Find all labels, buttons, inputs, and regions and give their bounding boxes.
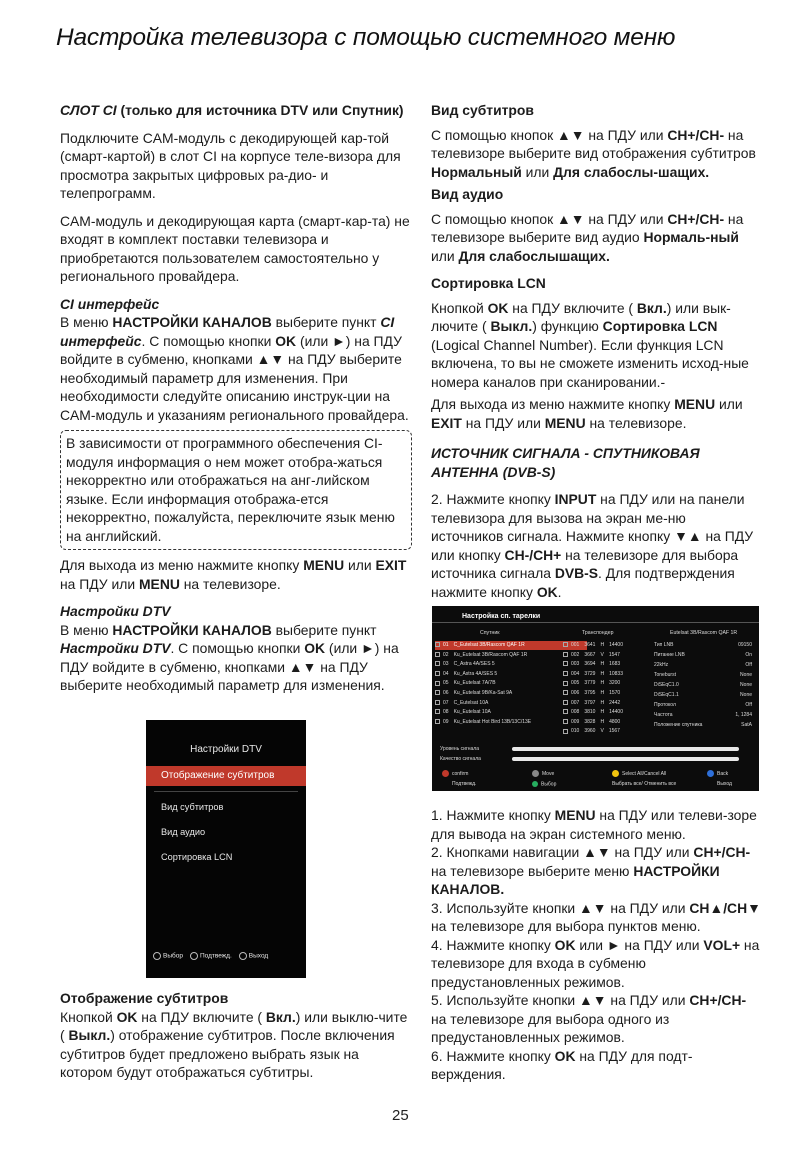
transponder-list-item[interactable]: 007 3797 H 2442 (563, 699, 648, 708)
transponder-list-item[interactable]: 004 3729 H 10833 (563, 670, 648, 679)
legend-select-ru: Выбор (532, 781, 556, 787)
satellite-list-item[interactable]: 04 Ku_Astra 4A/SES 5 (435, 670, 587, 679)
legend-confirm-ru: Подтвежд. (452, 781, 477, 787)
page-title: Настройка телевизора с помощью системного меню (56, 24, 676, 51)
exit-instruction: Для выхода из меню нажмите кнопку MENU или EXIT на ПДУ или MENU на телевизоре. (60, 557, 407, 592)
lnb-option-row[interactable]: 22kHz Off (654, 662, 752, 668)
subtitle-display-text: Кнопкой OK на ПДУ включите ( Вкл.) или выклю-чите ( Выкл.) отображение субтитров. После включения субтитров будет предложено выбрать язык на котором будут отображаться субтитры. (60, 1008, 408, 1080)
satellite-list-item[interactable]: 03 C_Astra 4A/SES 5 (435, 660, 587, 669)
satellite-list-item[interactable]: 02 Ku_Eutelsat 3B/Rascom QAF 1R (435, 651, 587, 660)
transponder-list-item[interactable]: 005 3779 H 3200 (563, 679, 648, 688)
signal-quality-bar (512, 757, 739, 761)
satellite-list-item[interactable]: 05 Ku_Eutelsat 7A/7B (435, 679, 587, 688)
lnb-option-row[interactable]: Частота 1, 1284 (654, 712, 752, 718)
step-6: 6. Нажмите кнопку OK на ПДУ для подт-верждения. (431, 1047, 693, 1082)
steps-section (431, 806, 761, 1084)
lnb-option-row[interactable]: Протокол Off (654, 702, 752, 708)
lnb-option-row[interactable]: Положение спутника SatA (654, 722, 752, 728)
satellite-setup-screen (432, 606, 759, 791)
divider (432, 622, 759, 623)
subtitle-section (60, 989, 412, 1082)
satellite-list-item[interactable]: 07 C_Eutelsat 10A (435, 699, 587, 708)
legend-select-all-ru: Выбрать все/ Отменить все (612, 781, 677, 787)
green-button-icon (532, 781, 538, 787)
divider (154, 791, 298, 792)
exit-icon (239, 952, 247, 960)
step-1: 1. Нажмите кнопку MENU на ПДУ или телеви-зоре для вывода на экран системного меню. (431, 807, 757, 842)
note-box: В зависимости от программного обеспечения CI-модуля информация о нем может отобра-жаться некорректно или отображаться на анг-лийском языке. Если информация отобража-ется некорректно, пожалуйста, переключите язык меню на английский. (60, 430, 412, 550)
satellite-list-item[interactable]: 06 Ku_Eutelsat 9B/Ka-Sat 9A (435, 689, 587, 698)
tp-col-header: Транспондер (582, 630, 614, 636)
subtitle-display-heading: Отображение субтитров (60, 990, 229, 1006)
legend-exit-ru: Выход (717, 781, 732, 787)
select-hint: Выбор (153, 952, 183, 960)
yellow-button-icon (612, 770, 619, 777)
signal-quality-label: Качество сигнала (440, 756, 481, 762)
transponder-list-item[interactable]: 003 3694 H 1683 (563, 660, 648, 669)
subtitle-type-text: С помощью кнопок ▲▼ на ПДУ или CH+/CH- на телевизоре выберите вид отображения субтитров Нормальный или Для слабослы-шащих. (431, 126, 756, 180)
ci-slot-text-2: CAM-модуль и декодирующая карта (смарт-кар-та) не входят в комплект поставки телевизора и приобретаются пользователем самостоятельно у регионального провайдера. (60, 212, 410, 284)
ci-slot-heading: СЛОТ CI (только для источника DTV или Спутник) (60, 102, 404, 118)
lcn-sort-heading: Сортировка LCN (431, 275, 546, 291)
ci-slot-text-1: Подключите CAM-модуль с декодирующей кар-той (смарт-картой) в слот CI на корпусе теле-визора для просмотра закрытых цифровых ра-дио- и телепрограмм. (60, 129, 401, 201)
page-number: 25 (392, 1107, 409, 1124)
satellite-list-item[interactable]: 08 Ku_Eutelsat 10A (435, 708, 587, 717)
legend-back: Back (707, 770, 728, 777)
lnb-option-row[interactable]: Тип LNB 09150 (654, 642, 752, 648)
ci-interface-heading: CI интерфейс (60, 295, 160, 312)
audio-type-text: С помощью кнопок ▲▼ на ПДУ или CH+/CH- на телевизоре выберите вид аудио Нормаль-ный или Для слабослышащих. (431, 210, 744, 264)
subtitle-type-heading: Вид субтитров (431, 102, 534, 118)
dtv-menu-item-subtitle-type[interactable]: Вид субтитров (161, 802, 224, 812)
legend-confirm: confirm (442, 770, 468, 777)
legend-select-all: Select All/Cancel All (612, 770, 666, 777)
transponder-list-item[interactable]: 002 3667 V 1547 (563, 651, 648, 660)
lnb-option-row[interactable]: Toneburst None (654, 672, 752, 678)
ok-icon (190, 952, 198, 960)
dvb-s-heading: ИСТОЧНИК СИГНАЛА - СПУТНИКОВАЯ АНТЕННА (DVB-S) (431, 445, 700, 480)
transponder-list-item[interactable]: 001 3641 H 14400 (563, 641, 648, 650)
audio-type-heading: Вид аудио (431, 186, 504, 202)
blue-button-icon (707, 770, 714, 777)
dtv-menu-footer (153, 952, 302, 960)
signal-level-bar (512, 747, 739, 751)
step-3: 3. Используйте кнопки ▲▼ на ПДУ или CH▲/CH▼ на телевизоре для выбора пунктов меню. (431, 899, 761, 934)
dtv-menu-item-audio-type[interactable]: Вид аудио (161, 827, 206, 837)
exit-hint: Выход (239, 952, 268, 960)
dvb-s-source-text: 2. Нажмите кнопку INPUT на ПДУ или на панели телевизора для вызова на экран ме-ню источников сигнала. Нажмите кнопку ▼▲ на ПДУ или кнопку CH-/CH+ на телевизоре для выбора источника сигнала DVB-S. Для подтверждения нажмите кнопку OK. (431, 491, 754, 600)
lcn-sort-text: Кнопкой OK на ПДУ включите ( Вкл.) или вык-лючите ( Выкл.) функцию Сортировка LCN (Logical Channel Number). Если функция LCN включена, то вы не сможете изменить исход-ные номера каналов при сканировании.- (431, 299, 749, 390)
lnb-option-row[interactable]: DiSEqC1.1 None (654, 692, 752, 698)
navigate-icon (532, 770, 539, 777)
navigate-icon (153, 952, 161, 960)
exit-instruction-right: Для выхода из меню нажмите кнопку MENU или EXIT на ПДУ или MENU на телевизоре. (431, 396, 743, 431)
satellite-list-item[interactable]: 01 C_Eutelsat 3B/Rascom QAF 1R (435, 641, 587, 650)
transponder-list-item[interactable]: 009 3828 H 4800 (563, 718, 648, 727)
right-column (431, 101, 761, 601)
red-button-icon (442, 770, 449, 777)
dtv-settings-menu (146, 720, 306, 978)
dtv-menu-item-subtitle-display[interactable]: Отображение субтитров (146, 766, 306, 786)
confirm-hint: Подтвежд. (190, 952, 232, 960)
dtv-menu-title: Настройки DTV (190, 744, 262, 755)
step-2: 2. Кнопками навигации ▲▼ на ПДУ или CH+/CH- на телевизоре выберите меню НАСТРОЙКИ КАНАЛОВ. (431, 844, 751, 897)
signal-level-label: Уровень сигнала (440, 746, 480, 752)
step-5: 5. Используйте кнопки ▲▼ на ПДУ или CH+/CH- на телевизоре для выбора одного из предустановленных режимов. (431, 992, 747, 1045)
step-4: 4. Нажмите кнопку OK или ► на ПДУ или VOL+ на телевизоре для входа в субменю предустановленных режимов. (431, 936, 760, 990)
left-column (60, 101, 412, 695)
legend-move: Move (532, 770, 554, 777)
dtv-settings-text: В меню НАСТРОЙКИ КАНАЛОВ выберите пункт Настройки DTV. С помощью кнопки OK (или ►) на ПДУ войдите в субменю, кнопками ▲▼ на ПДУ выберите необходимый параметр для изменения. (60, 621, 399, 693)
transponder-list-item[interactable]: 010 3960 V 1567 (563, 727, 648, 736)
dtv-settings-heading: Настройки DTV (60, 603, 171, 619)
sat-screen-title: Настройка сп. тарелки (462, 613, 541, 620)
sat-col-header: Спутник (480, 630, 500, 636)
dtv-menu-item-lcn-sort[interactable]: Сортировка LCN (161, 852, 233, 862)
lnb-option-row[interactable]: DiSEqC1.0 None (654, 682, 752, 688)
satellite-list-item[interactable]: 09 Ku_Eutelsat Hot Bird 13B/13C/13E (435, 718, 587, 727)
ci-interface-text: В меню НАСТРОЙКИ КАНАЛОВ выберите пункт CI интерфейс. С помощью кнопки OK (или ►) на ПДУ войдите в субменю, кнопками ▲▼ на ПДУ выберите необходимый параметр для изменения. При необходимости следуйте описанию инструк-ции на CAM-модуль и указаниям регионального провайдера. (60, 314, 409, 423)
transponder-list-item[interactable]: 006 3795 H 1570 (563, 689, 648, 698)
lnb-option-row[interactable]: Питание LNB On (654, 652, 752, 658)
transponder-list-item[interactable]: 008 3810 H 14400 (563, 708, 648, 717)
opt-col-header: Eutelsat 3B/Rascom QAF 1R (670, 630, 738, 636)
